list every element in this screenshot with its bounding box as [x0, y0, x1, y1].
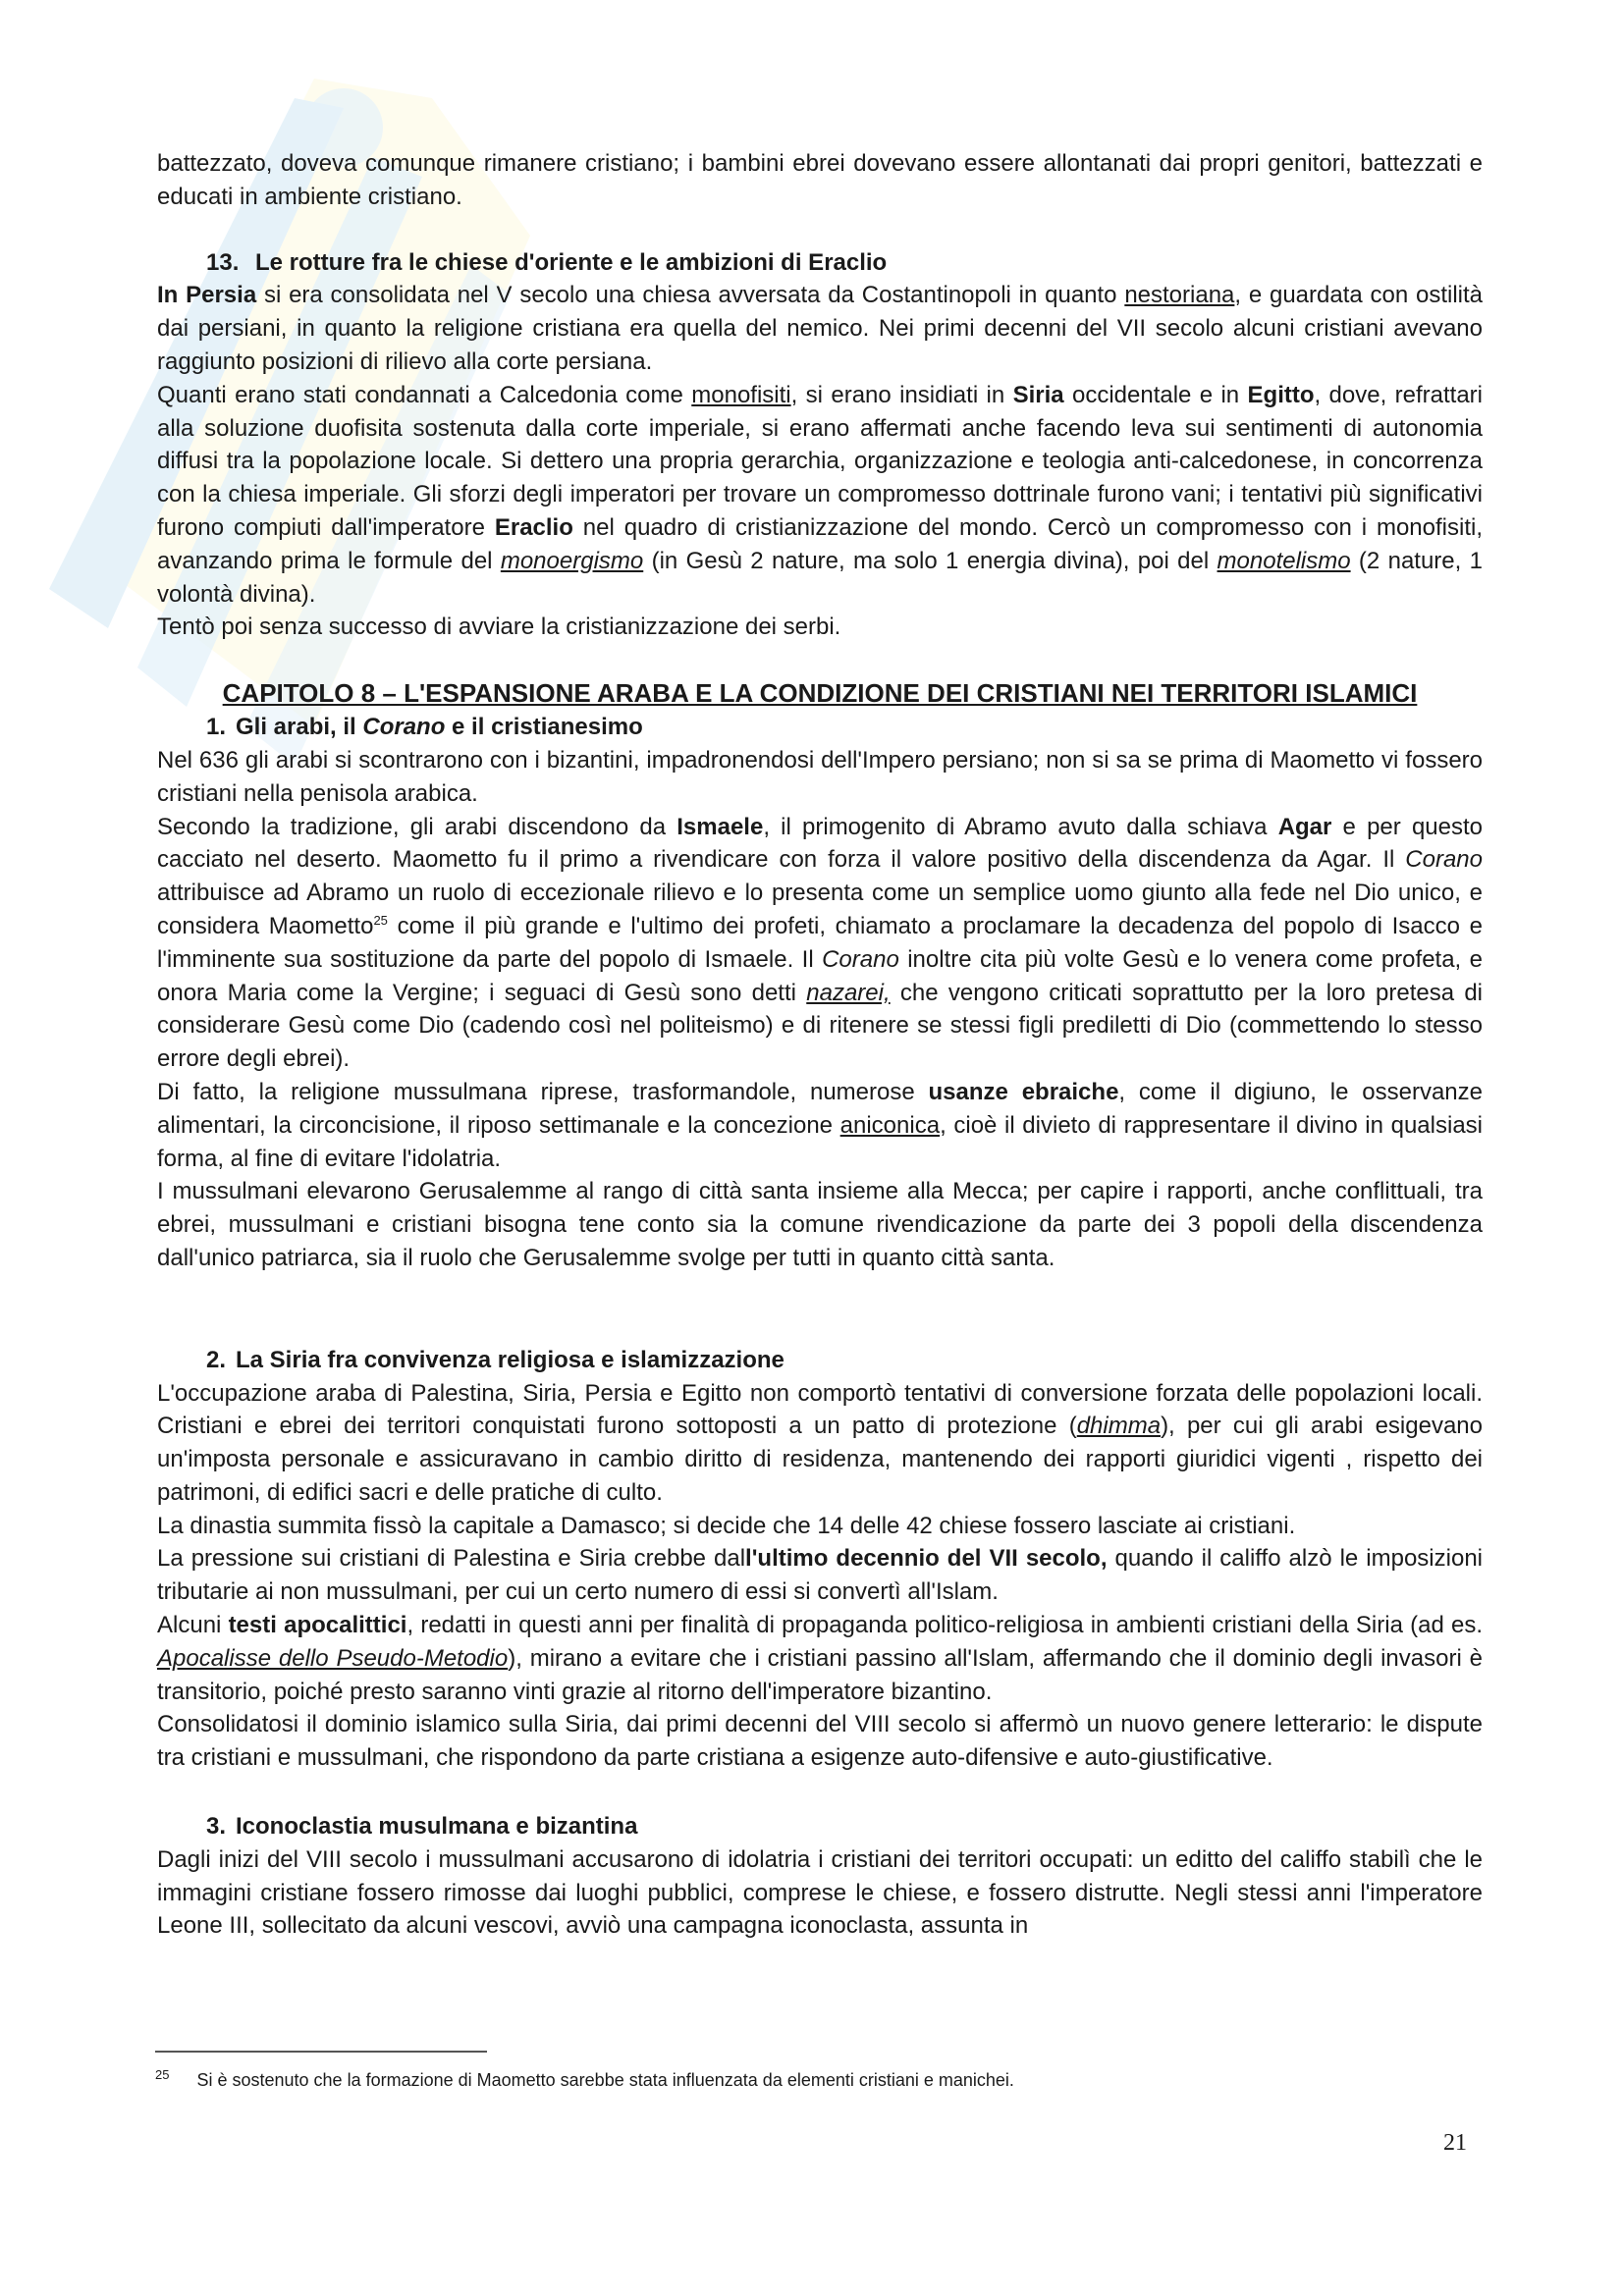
footnote-separator [155, 2051, 487, 2053]
paragraph: La dinastia summita fissò la capitale a Damasco; si decide che 14 delle 42 chiese fossero lasciate ai cristiani. [157, 1512, 1296, 1539]
section-1-heading: 1. Gli arabi, il Corano e il cristianesimo [206, 714, 643, 741]
paragraph: Secondo la tradizione, gli arabi discendono da Ismaele, il primogenito di Abramo avuto dalla schiava Agar e per questo cacciato nel deserto. Maometto fu il primo a rivendicare con forza il valore positivo della discendenza da Agar. Il Corano attribuisce ad Abramo un ruolo di eccezionale rilievo e lo presenta come un semplice uomo giunto alla fede nel Dio unico, e considera Maometto$^{25}$ come il più grande e l'ultimo dei profeti, chiamato a proclamare la decadenza del popolo di Isacco e l'imminente sua sostituzione da parte del popolo di Ismaele. Il Corano inoltre cita più volte Gesù e lo venera come profeta, e onora Maria come la Vergine; i seguaci di Gesù sono detti nazarei, che vengono criticati soprattutto per la loro pretesa di considerare Gesù come Dio (cadendo così nel politeismo) e di ritenere se stessi figli prediletti di Dio (commettendo lo stesso errore degli ebrei). [157, 813, 1484, 1073]
paragraph: Dagli inizi del VIII secolo i mussulmani accusarono di idolatria i cristiani dei territori occupati: un editto del califfo stabilì che le immagini cristiane fossero rimosse dai luoghi pubblici, comprese le chiese, e fossero distrutte. Negli stessi anni l'imperatore Leone III, sollecitato da alcuni vescovi, avviò una campagna iconoclasta, assunta in [157, 1845, 1483, 1940]
paragraph: I mussulmani elevarono Gerusalemme al rango di città santa insieme alla Mecca; per capire i rapporti, anche conflittuali, tra ebrei, mussulmani e cristiani bisogna tene conto sia la comune rivendicazione da parte dei 3 popoli della discendenza dall'unico patriarca, sia il ruolo che Gerusalemme svolge per tutti in quanto città santa. [157, 1178, 1483, 1271]
paragraph: Tentò poi senza successo di avviare la cristianizzazione dei serbi. [157, 614, 841, 641]
chapter-title: CAPITOLO 8 – L'ESPANSIONE ARABA E LA CONDIZIONE DEI CRISTIANI NEI TERRITORI ISLAMICI [222, 678, 1418, 709]
paragraph: Di fatto, la religione mussulmana riprese, trasformandole, numerose usanze ebraiche, come il digiuno, le osservanze alimentari, la circoncisione, il riposo settimanale e la concezione aniconica, cioè il divieto di rappresentare il divino in qualsiasi forma, al fine di evitare l'idolatria. [157, 1078, 1483, 1172]
paragraph: La pressione sui cristiani di Palestina e Siria crebbe dall'ultimo decennio del VII secolo, quando il califfo alzò le imposizioni tributarie ai non mussulmani, per cui un certo numero di essi si convertì all'Islam. [157, 1545, 1483, 1606]
page-number: 21 [1443, 2130, 1467, 2156]
intro-paragraph: battezzato, doveva comunque rimanere cristiano; i bambini ebrei dovevano essere allontanati dai propri genitori, battezzati e educati in ambiente cristiano. [157, 150, 1483, 210]
footnote: $^{25}$ Si è sostenuto che la formazione di Maometto sarebbe stata influenzata da elementi cristiani e manichei. [155, 2067, 1014, 2090]
section-13-heading: 13. Le rotture fra le chiese d'oriente e le ambizioni di Eraclio [206, 248, 888, 276]
paragraph: Quanti erano stati condannati a Calcedonia come monofisiti, si erano insidiati in Siria occidentale e in Egitto, dove, refrattari alla soluzione duofisita sostenuta dalla corte imperiale, si erano affermati anche facendo leva sui sentimenti di autonomia diffusi tra la popolazione locale. Si dettero una propria gerarchia, organizzazione e teologia anti-calcedonese, in concorrenza con la chiesa imperiale. Gli sforzi degli imperatori per trovare un compromesso dottrinale furono vani; i tentativi più significativi furono compiuti dall'imperatore Eraclio nel quadro di cristianizzazione del mondo. Cercò un compromesso con i monofisiti, avanzando prima le formule del monoergismo (in Gesù 2 nature, ma solo 1 energia divina), poi del monotelismo (2 nature, 1 volontà divina). [157, 381, 1484, 608]
section-3-heading: 3. Iconoclastia musulmana e bizantina [206, 1813, 638, 1841]
paragraph: Nel 636 gli arabi si scontrarono con i bizantini, impadronendosi dell'Impero persiano; non si sa se prima di Maometto vi fossero cristiani nella penisola arabica. [157, 746, 1483, 807]
paragraph: Alcuni testi apocalittici, redatti in questi anni per finalità di propaganda politico-religiosa in ambienti cristiani della Siria (ad es. Apocalisse dello Pseudo-Metodio), mirano a evitare che i cristiani passino all'Islam, affermando che il dominio degli invasori è transitorio, poiché presto saranno vinti grazie al ritorno dell'imperatore bizantino. [157, 1612, 1483, 1705]
paragraph: Consolidatosi il dominio islamico sulla Siria, dai primi decenni del VIII secolo si affermò un nuovo genere letterario: le dispute tra cristiani e mussulmani, che rispondono da parte cristiana a esigenze auto-difensive e auto-giustificative. [157, 1711, 1483, 1772]
paragraph: L'occupazione araba di Palestina, Siria, Persia e Egitto non comportò tentativi di conversione forzata delle popolazioni locali. Cristiani e ebrei dei territori conquistati furono sottoposti a un patto di protezione (dhimma), per cui gli arabi esigevano un'imposta personale e assicuravano in cambio diritto di residenza, mantenendo dei rapporti giuridici vigenti , rispetto dei patrimoni, di edifici sacri e delle pratiche di culto. [157, 1379, 1484, 1506]
paragraph: In Persia si era consolidata nel V secolo una chiesa avversata da Costantinopoli in quanto nestoriana, e guardata con ostilità dai persiani, in quanto la religione cristiana era quella del nemico. Nei primi decenni del VII secolo alcuni cristiani avevano raggiunto posizioni di rilievo alla corte persiana. [157, 282, 1484, 375]
page-content [157, 147, 1483, 1943]
footnote-ref: 25 [373, 912, 388, 928]
section-2-heading: 2. La Siria fra convivenza religiosa e islamizzazione [206, 1346, 784, 1373]
